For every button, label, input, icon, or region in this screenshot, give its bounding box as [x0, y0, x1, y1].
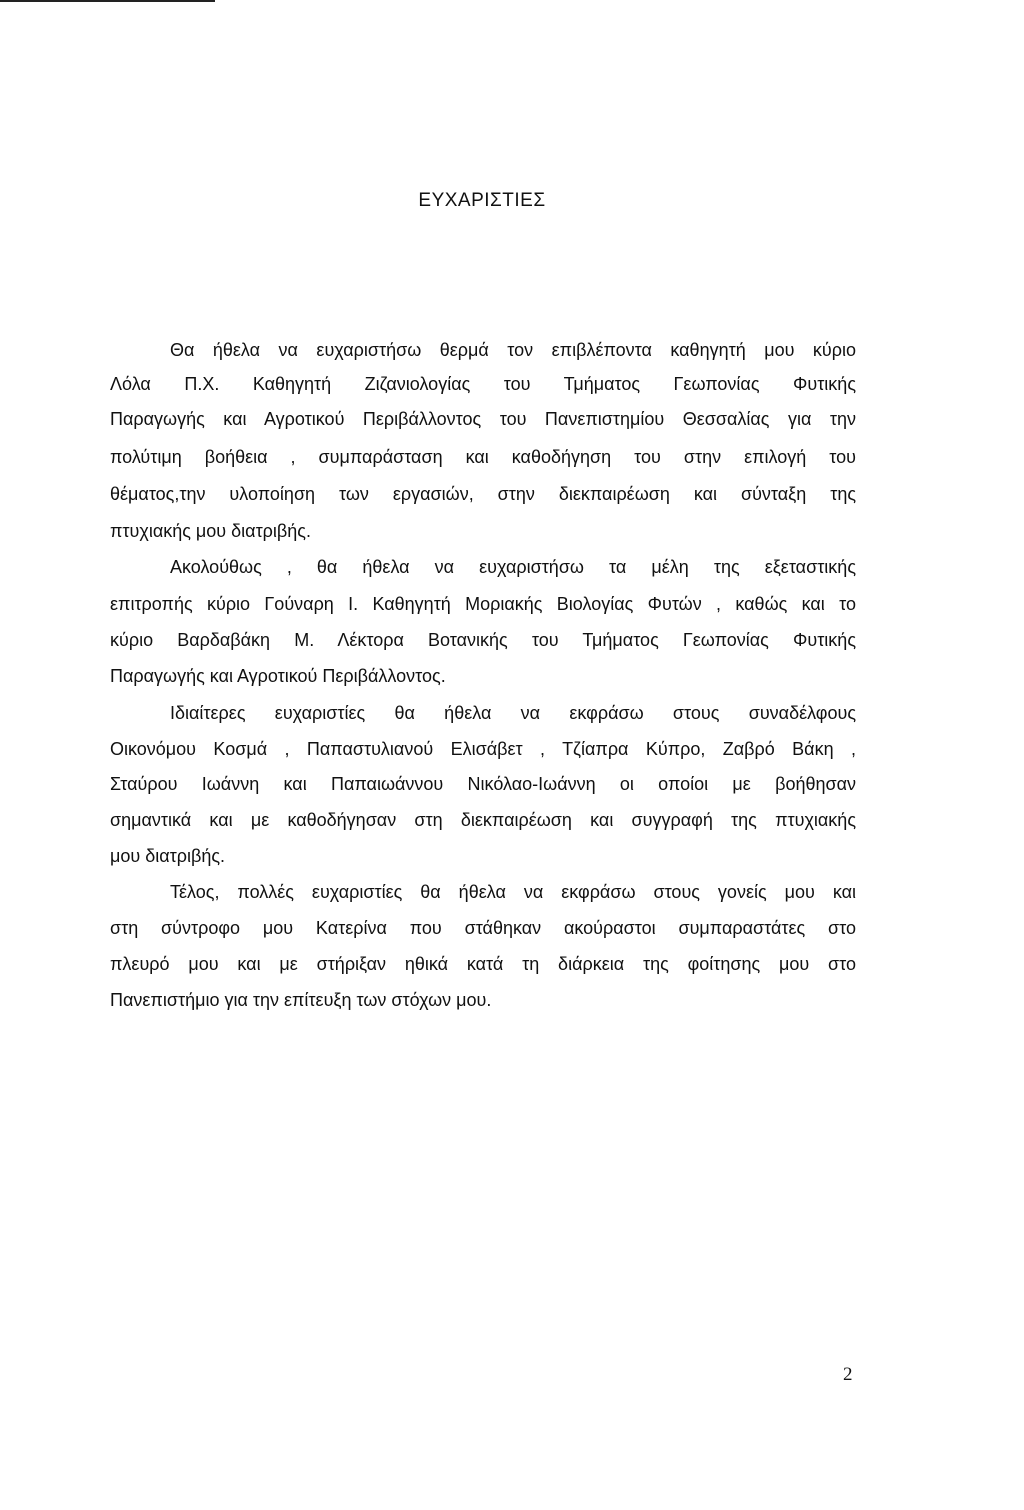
- text-line: Λόλα Π.Χ. Καθηγητή Ζιζανιολογίας του Τμήματος Γεωπονίας Φυτικής: [110, 374, 856, 394]
- text-line: πτυχιακής μου διατριβής.: [110, 521, 311, 541]
- page-number: 2: [843, 1364, 853, 1385]
- top-rule: [0, 0, 215, 2]
- text-line: Ιδιαίτερες ευχαριστίες θα ήθελα να εκφράσω στους συναδέλφους: [170, 703, 856, 723]
- text-line: πλευρό μου και με στήριξαν ηθικά κατά τη διάρκεια της φοίτησης μου στο: [110, 954, 856, 974]
- text-line: στη σύντροφο μου Κατερίνα που στάθηκαν ακούραστοι συμπαραστάτες στο: [110, 918, 856, 938]
- text-line: Παραγωγής και Αγροτικού Περιβάλλοντος του Πανεπιστημίου Θεσσαλίας για την: [110, 409, 856, 429]
- text-line: Θα ήθελα να ευχαριστήσω θερμά τον επιβλέποντα καθηγητή μου κύριο: [170, 340, 856, 360]
- text-line: Πανεπιστήμιο για την επίτευξη των στόχων μου.: [110, 990, 492, 1010]
- text-line: θέματος,την υλοποίηση των εργασιών, στην διεκπαιρέωση και σύνταξη της: [110, 484, 856, 504]
- text-line: Ακολούθως , θα ήθελα να ευχαριστήσω τα μέλη της εξεταστικής: [170, 557, 856, 577]
- page-heading: ΕΥΧΑΡΙΣΤΙΕΣ: [418, 190, 546, 211]
- text-line: Οικονόμου Κοσμά , Παπαστυλιανού Ελισάβετ , Τζίαπρα Κύπρο, Ζαβρό Βάκη ,: [110, 739, 856, 759]
- text-line: πολύτιμη βοήθεια , συμπαράσταση και καθοδήγηση του στην επιλογή του: [110, 447, 856, 467]
- text-line: επιτροπής κύριο Γούναρη Ι. Καθηγητή Μοριακής Βιολογίας Φυτών , καθώς και το: [110, 594, 856, 614]
- text-line: κύριο Βαρδαβάκη Μ. Λέκτορα Βοτανικής του Τμήματος Γεωπονίας Φυτικής: [110, 630, 856, 650]
- text-line: Τέλος, πολλές ευχαριστίες θα ήθελα να εκφράσω στους γονείς μου και: [170, 882, 856, 902]
- text-line: μου διατριβής.: [110, 846, 226, 866]
- text-line: Σταύρου Ιωάννη και Παπαιωάννου Νικόλαο-Ιωάννη οι οποίοι με βοήθησαν: [110, 774, 856, 794]
- text-line: σημαντικά και με καθοδήγησαν στη διεκπαιρέωση και συγγραφή της πτυχιακής: [110, 810, 856, 830]
- text-line: Παραγωγής και Αγροτικού Περιβάλλοντος.: [110, 666, 446, 686]
